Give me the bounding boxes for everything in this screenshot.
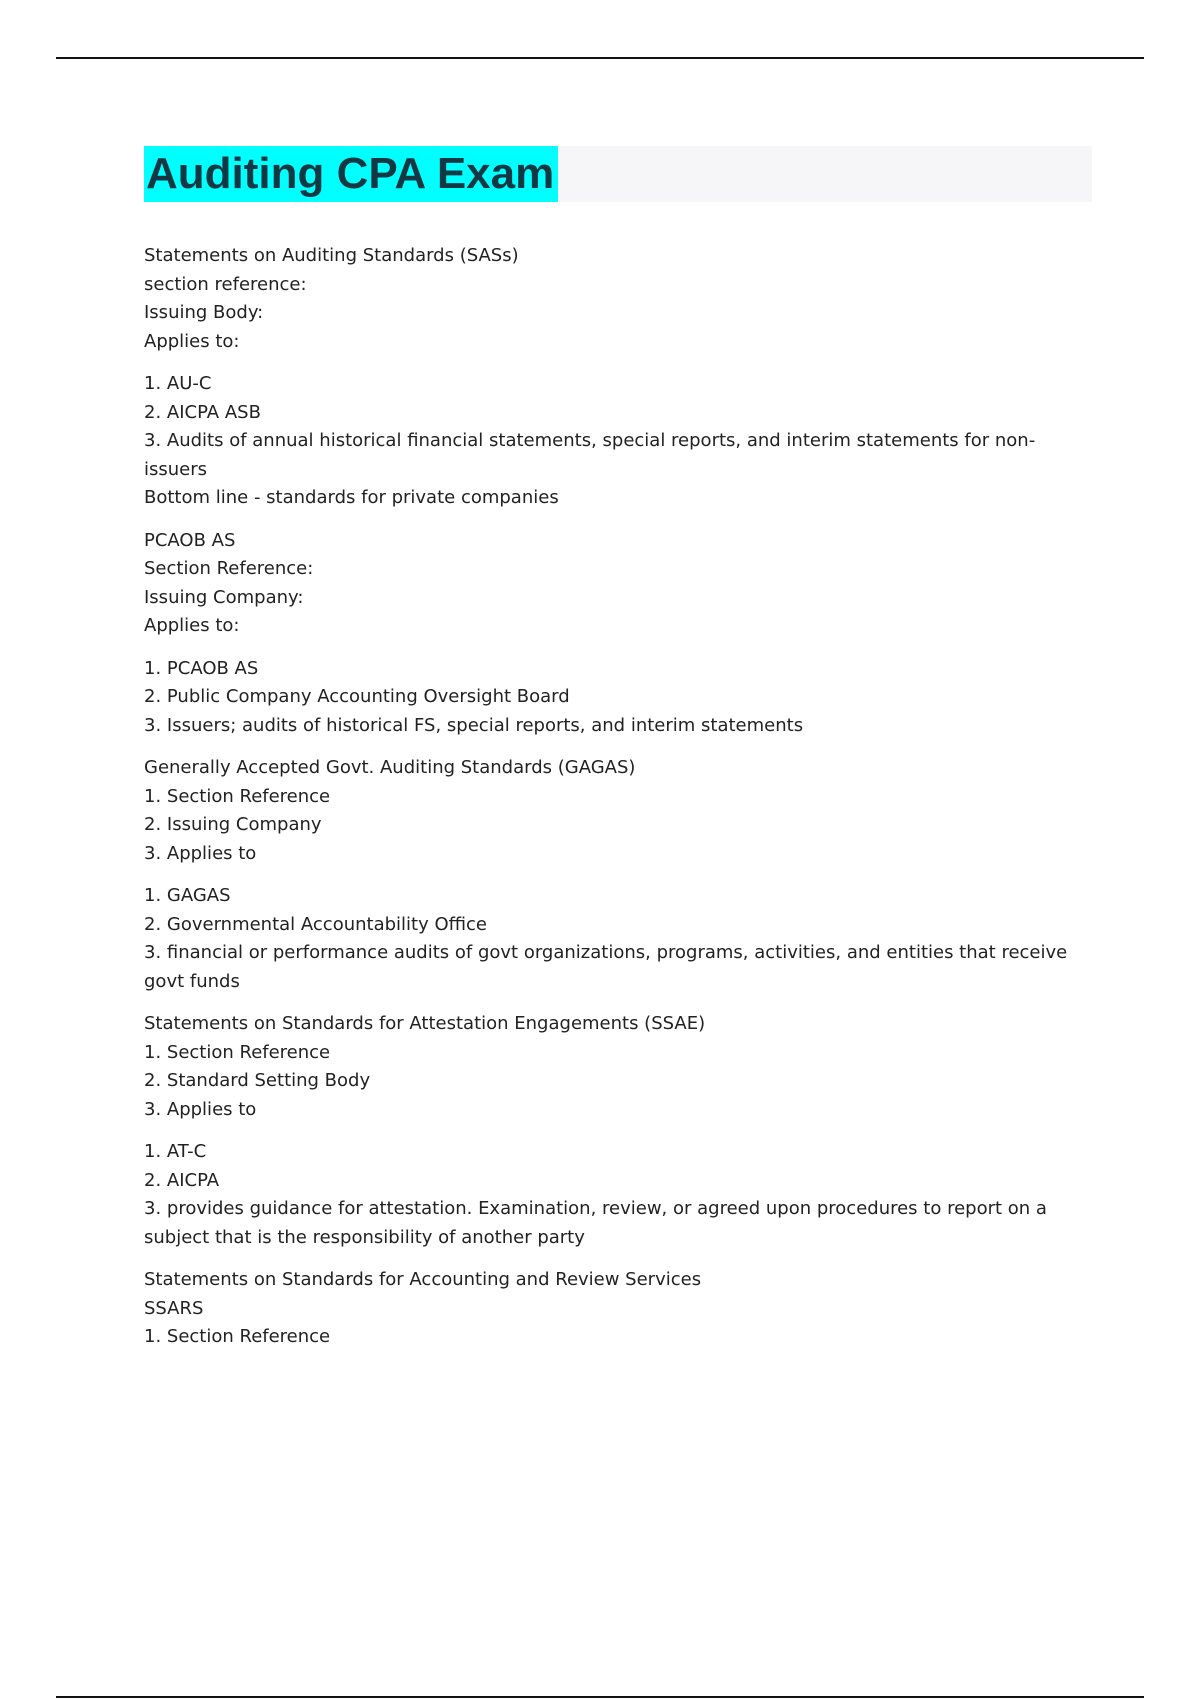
text-line: 1. AU-C [144, 373, 212, 394]
text-line: 1. Section Reference [144, 1326, 331, 1347]
document-body [144, 146, 1092, 1366]
text-line: 2. Standard Setting Body [144, 1070, 371, 1091]
footer-rule [56, 1696, 1144, 1698]
text-line: Issuing Company: [144, 586, 304, 608]
text-line: Bottom line - standards for private companies [144, 487, 559, 508]
flashcard-block [144, 1138, 1092, 1252]
text-line: 1. Section Reference [144, 785, 331, 807]
flashcard-block [144, 1266, 1092, 1352]
text-line: PCAOB AS [144, 529, 236, 551]
text-line: 3. Applies to [144, 1098, 257, 1120]
text-line: Generally Accepted Govt. Auditing Standards (GAGAS) [144, 757, 636, 778]
text-line: 3. provides guidance for attestation. Examination, review, or agreed upon procedures to report on a subject that is the responsibility of another party [144, 1198, 1047, 1248]
text-line: 2. Governmental Accountability Office [144, 913, 488, 935]
text-line: section reference: [144, 273, 307, 295]
text-line: Statements on Standards for Attestation Engagements (SSAE) [144, 1013, 706, 1034]
text-line: 3. financial or performance audits of govt organizations, programs, activities, and entities that receive govt funds [144, 942, 1068, 992]
text-line: 1. GAGAS [144, 885, 231, 906]
text-line: Applies to: [144, 615, 240, 636]
text-line: 2. Issuing Company [144, 814, 322, 835]
flashcard-block [144, 370, 1092, 513]
text-line: Section Reference: [144, 558, 314, 579]
text-line: 2. AICPA [144, 1169, 220, 1191]
flashcard-list [144, 242, 1092, 1352]
text-line: Statements on Auditing Standards (SASs) [144, 245, 519, 266]
text-line: 1. AT-C [144, 1141, 207, 1162]
document-title: Auditing CPA Exam [144, 146, 558, 202]
flashcard-block [144, 754, 1092, 868]
text-line: 2. Public Company Accounting Oversight Board [144, 686, 570, 707]
text-line: 1. Section Reference [144, 1041, 331, 1063]
text-line: Issuing Body: [144, 302, 264, 323]
flashcard-block [144, 527, 1092, 641]
text-line: Applies to: [144, 330, 240, 352]
text-line: 3. Audits of annual historical financial statements, special reports, and interim statements for non-issuers [144, 430, 1036, 480]
flashcard-block [144, 1010, 1092, 1124]
text-line: Statements on Standards for Accounting and Review Services [144, 1269, 702, 1290]
text-line: 1. PCAOB AS [144, 657, 259, 679]
text-line: 3. Issuers; audits of historical FS, special reports, and interim statements [144, 714, 804, 736]
text-line: 3. Applies to [144, 842, 257, 864]
flashcard-block [144, 242, 1092, 356]
header-rule [56, 57, 1144, 59]
title-band [144, 146, 1092, 202]
flashcard-block [144, 882, 1092, 996]
text-line: 2. AICPA ASB [144, 401, 261, 423]
text-line: SSARS [144, 1297, 204, 1319]
flashcard-block [144, 655, 1092, 741]
